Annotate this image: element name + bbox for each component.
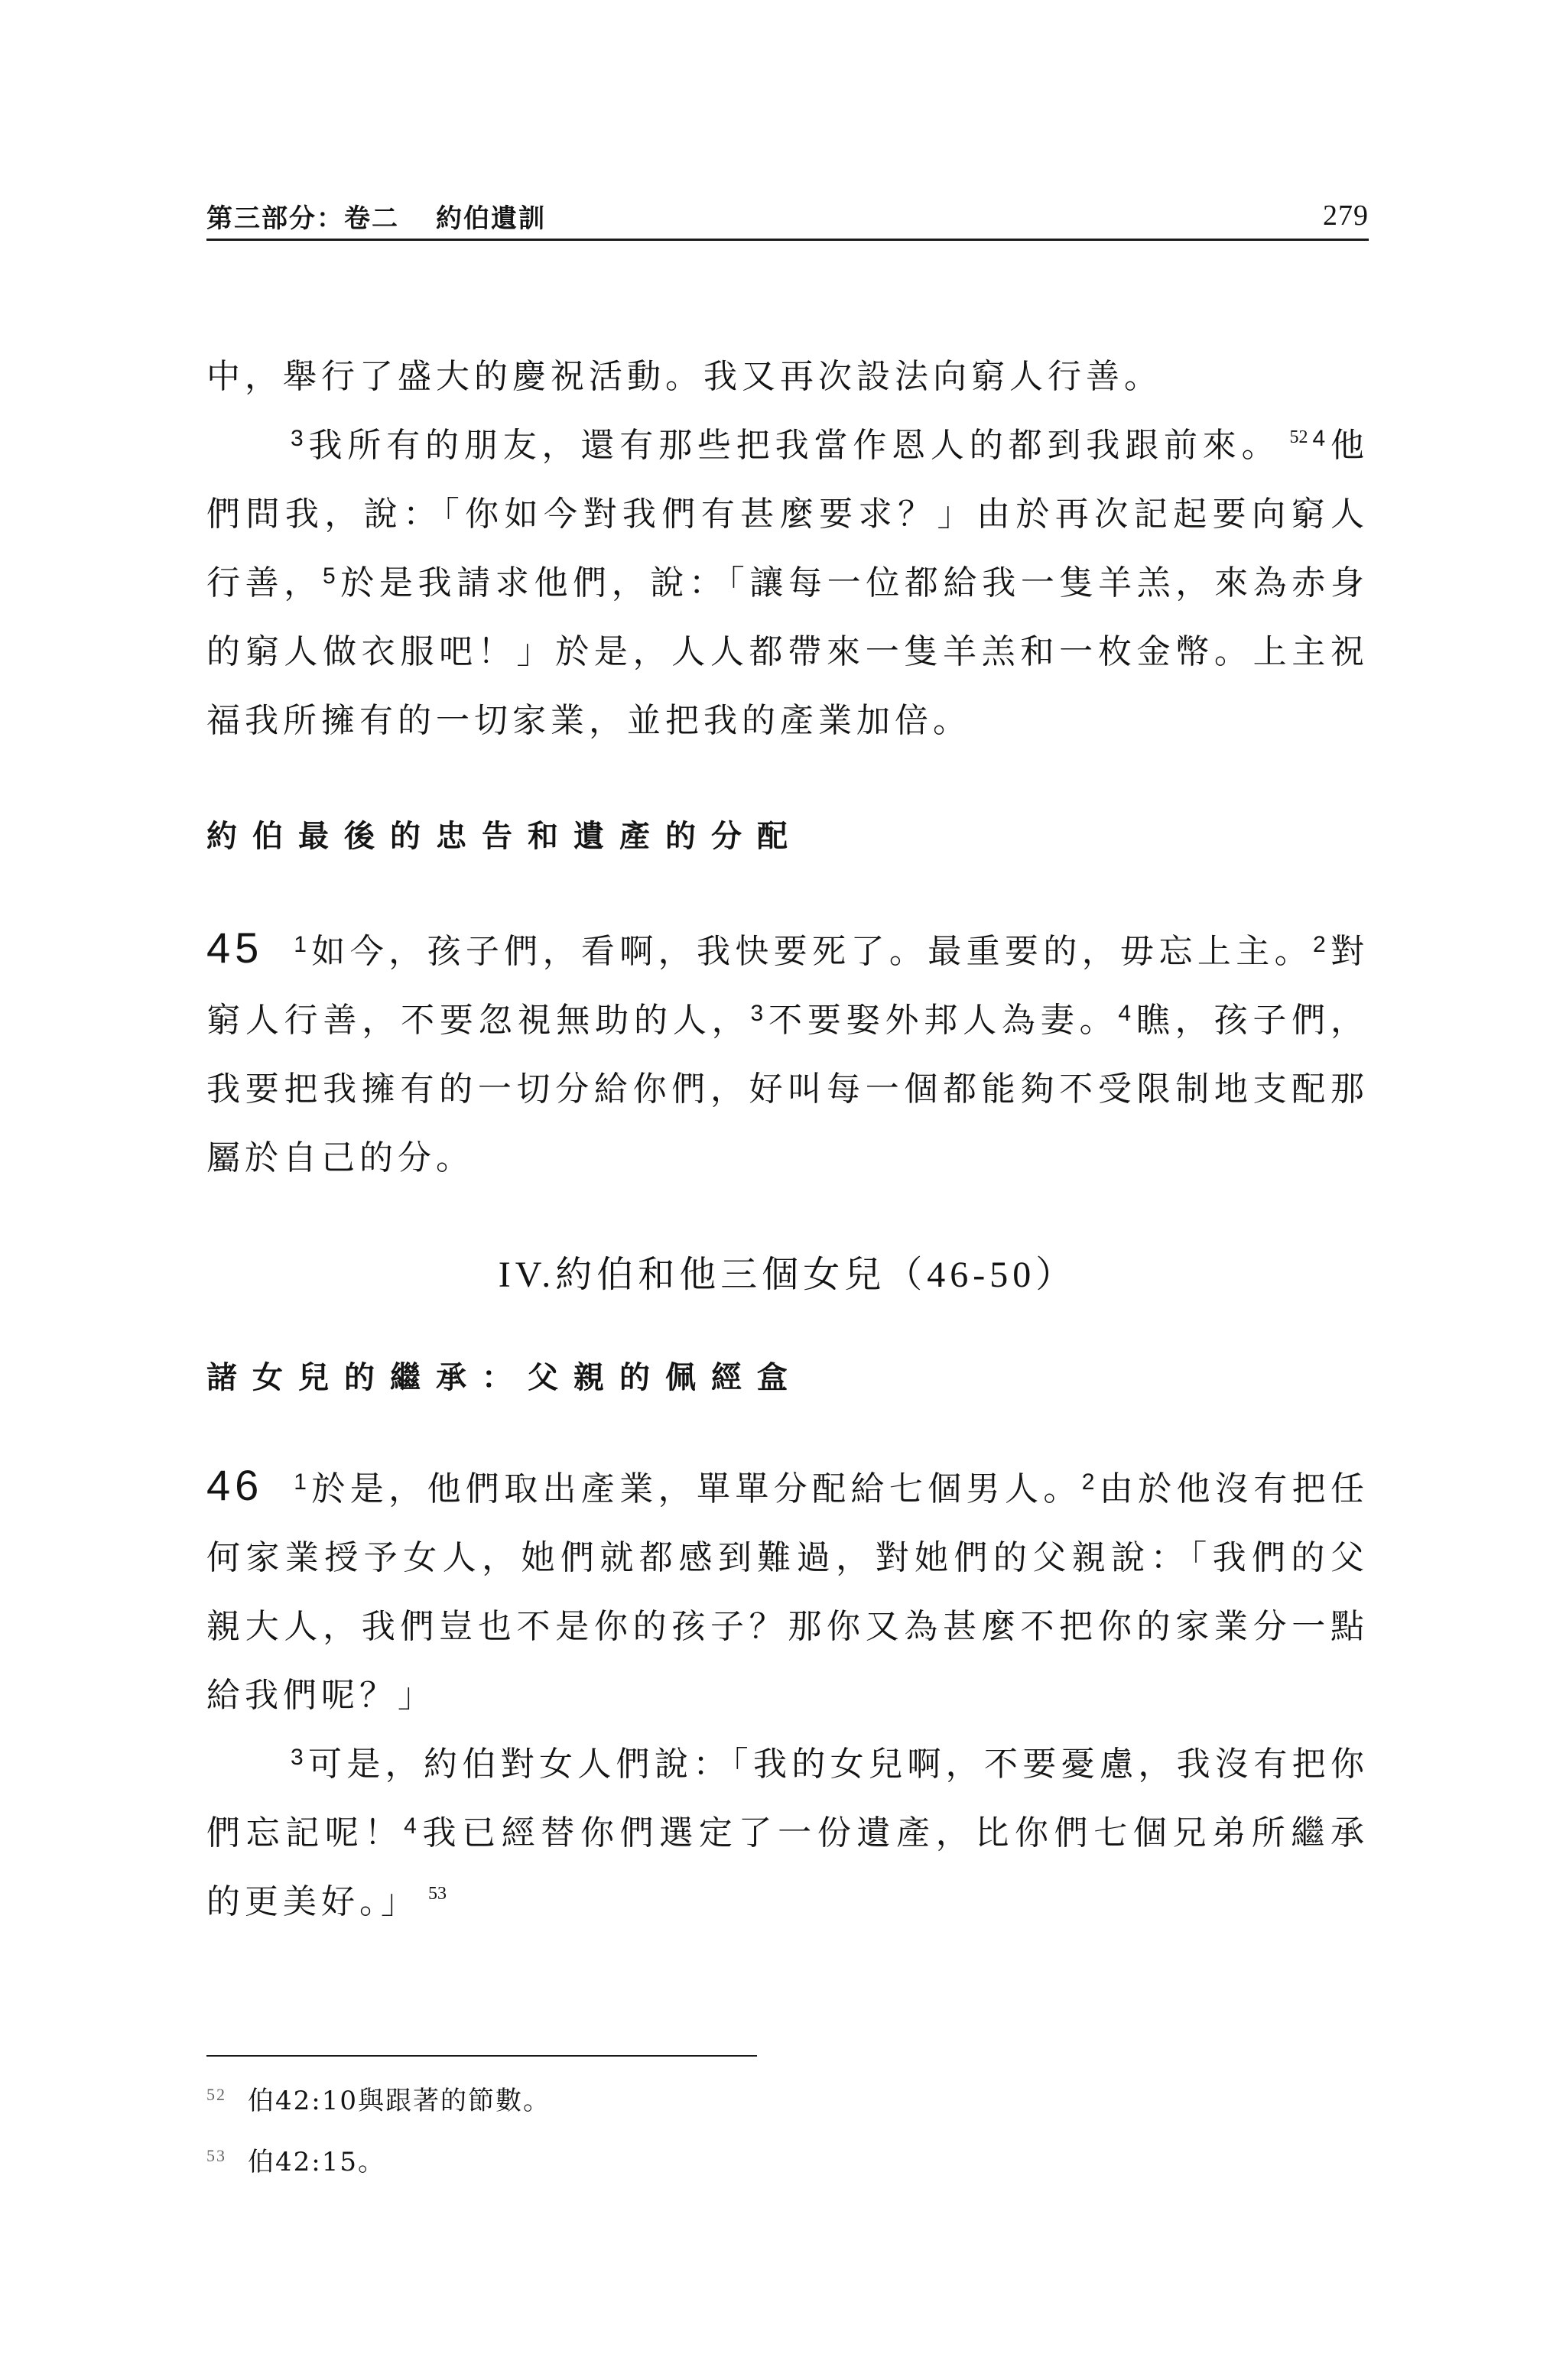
footnote-text: 伯42:15。 <box>248 2147 385 2177</box>
verse-number: 4 <box>404 1813 417 1839</box>
footnote-text: 伯42:10與跟著的節數。 <box>248 2086 551 2116</box>
running-head <box>206 193 1369 239</box>
footnote-ref-52[interactable]: 52 <box>1289 427 1308 447</box>
verse-number: 2 <box>1312 932 1326 957</box>
verse-number: 4 <box>1312 426 1326 451</box>
chapter-number: 46 <box>206 1461 264 1509</box>
paragraph-continuation: 中，舉行了盛大的慶祝活動。我又再次設法向窮人行善。 <box>206 357 1162 396</box>
subheading-inheritance: 諸女兒的繼承：父親的佩經盒 <box>206 1360 803 1395</box>
text-block-top <box>206 343 1369 755</box>
footnote-ref-53[interactable]: 53 <box>428 1884 447 1904</box>
footnote-mark: 53 <box>206 2146 226 2165</box>
verse-number: 1 <box>294 932 307 957</box>
chapter-46 <box>206 1451 1369 1937</box>
header-rule <box>206 239 1369 241</box>
part-label: 第三部分：卷二 <box>206 203 399 234</box>
running-head-left <box>206 197 546 235</box>
footnote-53 <box>206 2141 385 2178</box>
footnote-52 <box>206 2080 551 2117</box>
verse-number: 4 <box>1118 1001 1132 1026</box>
book-page <box>206 0 1369 2380</box>
footnote-mark: 52 <box>206 2085 226 2104</box>
book-title: 約伯遺訓 <box>436 203 546 234</box>
verse-number: 1 <box>294 1469 307 1495</box>
verse-number: 2 <box>1081 1469 1095 1495</box>
verse-number: 3 <box>750 1001 764 1026</box>
verse-number: 3 <box>291 426 304 451</box>
chapter-45 <box>206 914 1369 1193</box>
paragraph-verses-3-5: $^3$ 我所有的朋友，還有那些把我當作恩人的都到我跟前來。 $^{52}$ $^4$ 他們問我，說：「你如今對我們有甚麼要求？」由於再次記起要向窮人行善，$^5$ 於是我請求他們，說：「讓每一位都給我一隻羊羔，來為赤身的窮人做衣服吧！」於是，人人都帶來一隻羊羔和一枚金幣。上主祝福我所擁有的一切家業，並把我的產業加倍。 <box>206 426 1369 740</box>
page-number: 279 <box>1323 200 1369 232</box>
verse-number: 3 <box>291 1745 304 1770</box>
paragraph-chapter-45: 45 $^1$ 如今，孩子們，看啊，我快要死了。最重要的，毋忘上主。$^2$ 對窮人行善，不要忽視無助的人，$^3$ 不要娶外邦人為妻。$^4$ 瞧，孩子們，我要把我擁有的一切分給你們，好叫每一個都能夠不受限制地支配那屬於自己的分。 <box>206 924 1369 1177</box>
footnote-rule <box>206 2055 757 2057</box>
chapter-number: 45 <box>206 924 264 972</box>
subheading-last-counsel: 約伯最後的忠告和遺產的分配 <box>206 819 803 854</box>
section-title: IV.約伯和他三個女兒（46-50） <box>498 1255 1077 1295</box>
paragraph-verses-3-4: $^3$ 可是，約伯對女人們說：「我的女兒啊，不要憂慮，我沒有把你們忘記呢！$^4$ 我已經替你們選定了一份遺產，比你們七個兄弟所繼承的更美好。」 $^{53}$ <box>206 1745 1369 1921</box>
verse-number: 5 <box>322 563 336 589</box>
paragraph-chapter-46: 46 $^1$ 於是，他們取出產業，單單分配給七個男人。$^2$ 由於他沒有把任何家業授予女人，她們就都感到難過，對她們的父親說：「我們的父親大人，我們豈也不是你的孩子？那你又為甚麼不把你的家業分一點給我們呢？」 <box>206 1461 1369 1715</box>
